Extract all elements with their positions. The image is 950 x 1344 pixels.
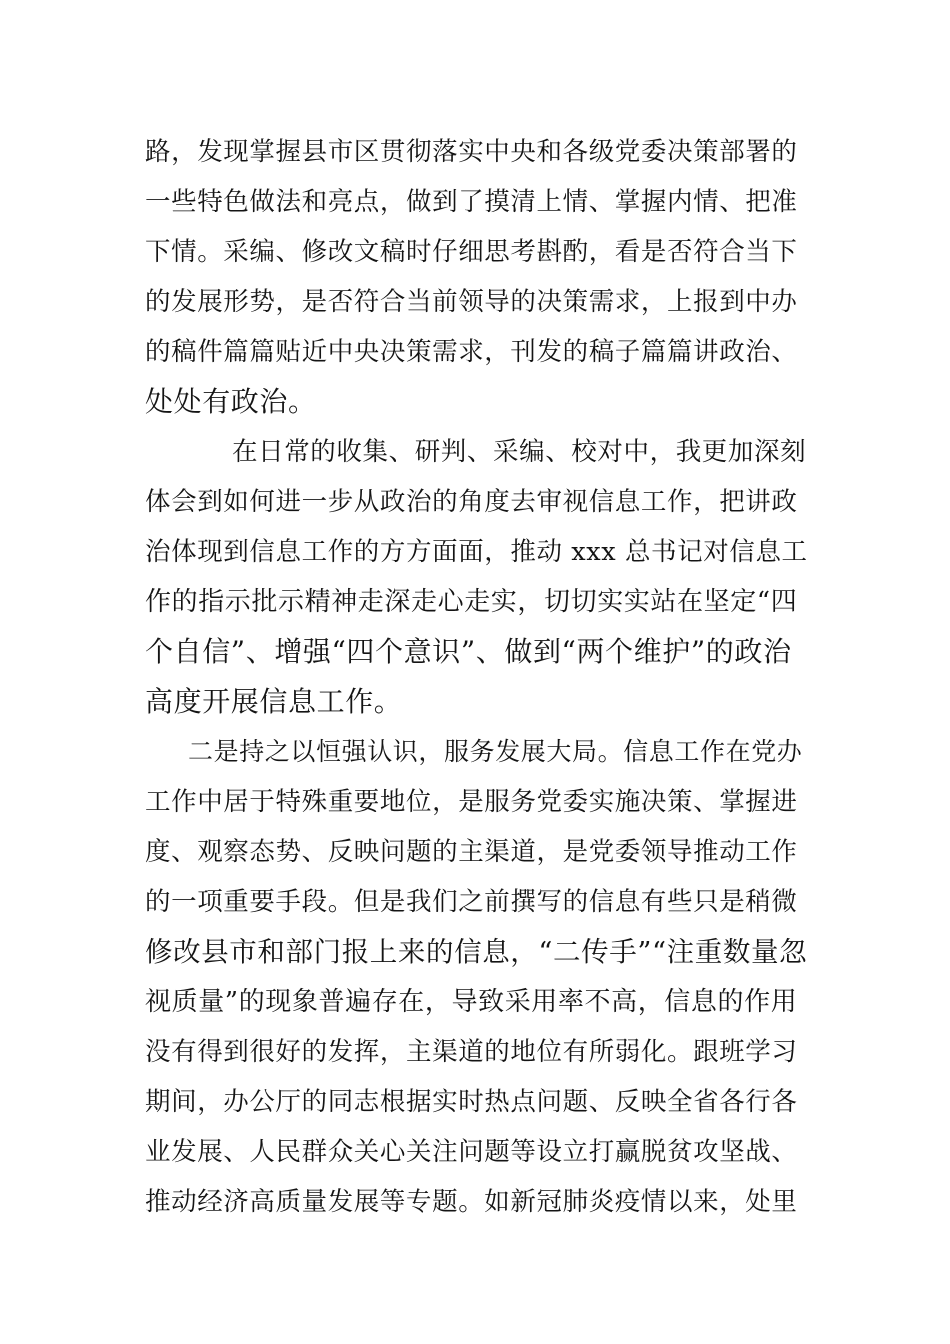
paragraph-2-line-1: 在日常的收集、研判、采编、校对中，我更加深刻	[232, 437, 807, 467]
paragraph-3-line-7: 没有得到很好的发挥，主渠道的地位有所弱化。跟班学习	[145, 1037, 798, 1067]
paragraph-3-line-2: 工作中居于特殊重要地位，是服务党委实施决策、掌握进	[145, 787, 798, 817]
paragraph-2-line-4: 作的指示批示精神走深走心走实，切切实实站在坚定“四	[145, 587, 798, 617]
paragraph-1-line-3: 下情。采编、修改文稿时仔细思考斟酌，看是否符合当下	[145, 237, 798, 267]
paragraph-3-line-3: 度、观察态势、反映问题的主渠道，是党委领导推动工作	[145, 837, 798, 867]
paragraph-2-line-3: 治体现到信息工作的方方面面，推动 xxx 总书记对信息工	[145, 537, 808, 567]
paragraph-3-line-1: 二是持之以恒强认识，服务发展大局。信息工作在党办	[188, 737, 803, 766]
paragraph-3-line-5: 修改县市和部门报上来的信息，“二传手”“注重数量忽	[145, 936, 808, 968]
paragraph-1-line-2: 一些特色做法和亮点，做到了摸清上情、掌握内情、把准	[145, 187, 798, 217]
paragraph-3-line-4: 的一项重要手段。但是我们之前撰写的信息有些只是稍微	[145, 887, 798, 917]
paragraph-1-line-4: 的发展形势，是否符合当前领导的决策需求，上报到中办	[145, 287, 798, 317]
paragraph-2-line-5: 个自信”、增强“四个意识”、做到“两个维护”的政治	[145, 635, 792, 668]
paragraph-1-line-6: 处处有政治。	[145, 385, 317, 418]
paragraph-1-line-1: 路，发现掌握县市区贯彻落实中央和各级党委决策部署的	[145, 137, 798, 167]
paragraph-2-line-2: 体会到如何进一步从政治的角度去审视信息工作，把讲政	[145, 487, 798, 517]
paragraph-2-line-6: 高度开展信息工作。	[145, 685, 403, 718]
paragraph-3-line-9: 业发展、人民群众关心关注问题等设立打赢脱贫攻坚战、	[145, 1137, 798, 1167]
paragraph-3-line-10: 推动经济高质量发展等专题。如新冠肺炎疫情以来，处里	[145, 1187, 798, 1217]
paragraph-3-line-6: 视质量”的现象普遍存在，导致采用率不高，信息的作用	[145, 987, 798, 1017]
paragraph-1-line-5: 的稿件篇篇贴近中央决策需求，刊发的稿子篇篇讲政治、	[145, 337, 798, 367]
paragraph-3-line-8: 期间，办公厅的同志根据实时热点问题、反映全省各行各	[145, 1087, 798, 1117]
